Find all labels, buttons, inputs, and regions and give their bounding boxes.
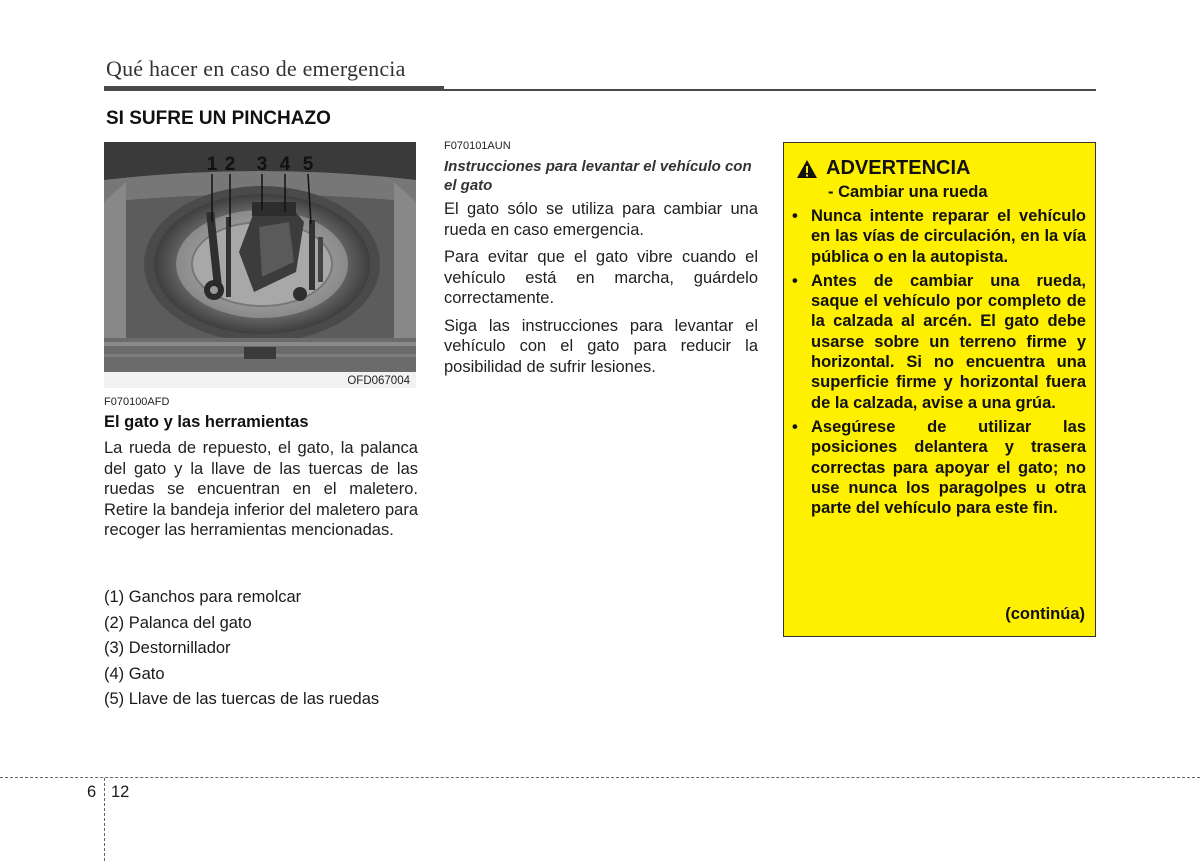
middle-body bbox=[444, 199, 758, 384]
warning-subtitle: - Cambiar una rueda bbox=[828, 183, 988, 201]
warning-item-text: Asegúrese de utilizar las posiciones delantera y trasera correctas para apoyar el gato; no use nunca los paragolpes u otra parte del vehículo para este fin. bbox=[811, 417, 1086, 518]
left-paragraph: La rueda de repuesto, el gato, la palanca del gato y la llave de las tuercas de las ruedas se encuentran en el maletero. Retire la bandeja inferior del maletero para recoger las herramientas mencionadas. bbox=[104, 439, 418, 539]
continued-label: (continúa) bbox=[1005, 605, 1085, 623]
middle-section-code: F070101AUN bbox=[444, 140, 511, 152]
section-heading: SI SUFRE UN PINCHAZO bbox=[106, 108, 331, 129]
header-rule-thin bbox=[444, 89, 1096, 91]
warning-list bbox=[792, 206, 1086, 522]
page-number: 12 bbox=[111, 783, 130, 801]
chapter-title: Qué hacer en caso de emergencia bbox=[106, 56, 406, 81]
callout-5: 5 bbox=[302, 154, 314, 175]
paragraph: Siga las instrucciones para levantar el vehículo con el gato para reducir la posibilidad de sufrir lesiones. bbox=[444, 316, 758, 376]
warning-title-text: ADVERTENCIA bbox=[826, 157, 971, 179]
warning-item-text: Nunca intente reparar el vehículo en las vías de circulación, en la vía pública o en la autopista. bbox=[811, 207, 1086, 266]
footer-divider bbox=[0, 777, 1200, 778]
list-item: (2) Palanca del gato bbox=[104, 613, 252, 632]
footer-vertical-divider bbox=[104, 778, 105, 861]
bullet-icon: • bbox=[792, 417, 798, 436]
list-item: (5) Llave de las tuercas de las ruedas bbox=[104, 690, 380, 708]
warning-box bbox=[783, 142, 1096, 637]
warning-title bbox=[796, 157, 970, 180]
chapter-number: 6 bbox=[87, 783, 97, 801]
paragraph: El gato sólo se utiliza para cambiar una rueda en caso emergencia. bbox=[444, 200, 758, 239]
warning-item bbox=[792, 417, 1086, 518]
list-item: (1) Ganchos para remolcar bbox=[104, 588, 302, 606]
warning-triangle-icon bbox=[796, 159, 818, 179]
middle-subheading: Instrucciones para levantar el vehículo con el gato bbox=[444, 158, 752, 194]
callout-3: 3 bbox=[256, 154, 268, 175]
header-rule-thick bbox=[104, 86, 444, 91]
list-item: (4) Gato bbox=[104, 664, 165, 683]
trunk-tools-figure bbox=[104, 142, 416, 388]
figure-code: OFD067004 bbox=[347, 375, 410, 387]
list-item: (3) Destornillador bbox=[104, 639, 231, 657]
bullet-icon: • bbox=[792, 271, 798, 290]
callout-4: 4 bbox=[279, 154, 291, 175]
callout-2: 2 bbox=[224, 154, 236, 175]
bullet-icon: • bbox=[792, 207, 798, 225]
warning-item bbox=[792, 271, 1086, 413]
paragraph: Para evitar que el gato vibre cuando el vehículo está en marcha, guárdelo correctamente. bbox=[444, 248, 758, 307]
left-subheading: El gato y las herramientas bbox=[104, 413, 309, 431]
tool-list bbox=[104, 585, 434, 713]
warning-item-text: Antes de cambiar una rueda, saque el vehículo por completo de la calzada al arcén. El gato debe usarse sobre un terreno firme y horizontal. Si no encuentra una superficie firme y horizontal fuera de la calzada, avise a una grúa. bbox=[811, 271, 1086, 412]
callout-1: 1 bbox=[206, 154, 218, 175]
left-section-code: F070100AFD bbox=[104, 396, 170, 408]
warning-item bbox=[792, 206, 1086, 267]
